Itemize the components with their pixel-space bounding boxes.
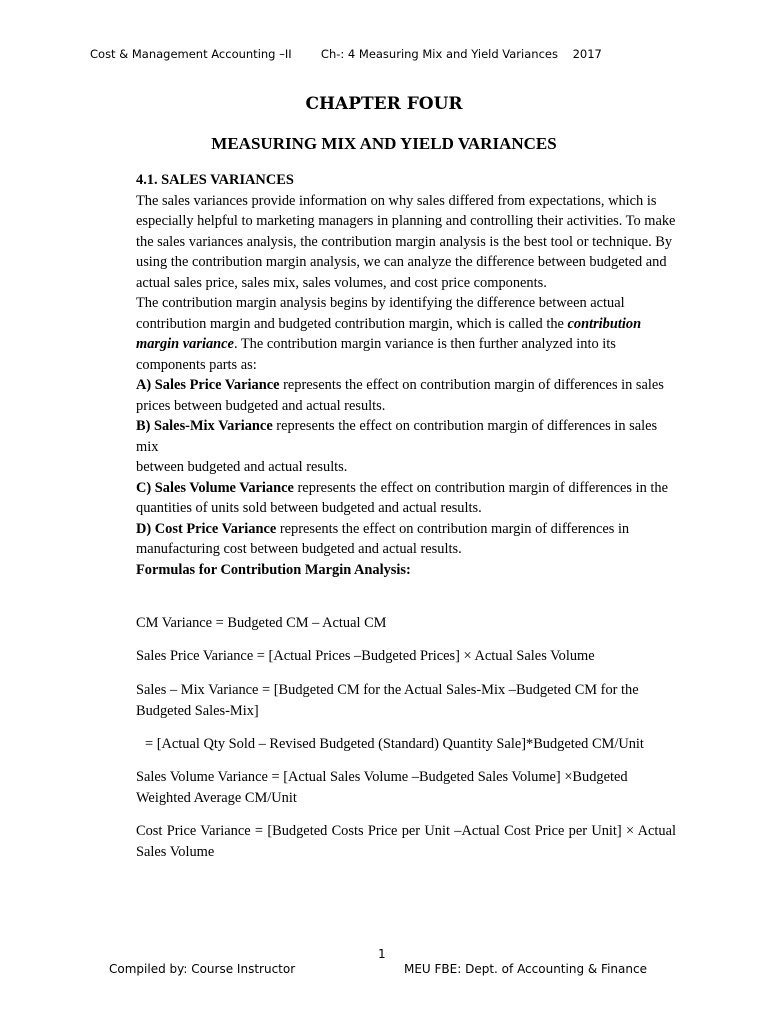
formula-sales-volume-variance: Sales Volume Variance = [Actual Sales Volume –Budgeted Sales Volume] ×Budgeted Weighted Average CM/Unit (136, 769, 628, 806)
paragraph-2: The contribution margin analysis begins by identifying the difference between actual contribution margin and budgeted contribution margin, which is called the contribution margin variance. The contribution margin variance is then further analyzed into its components parts as: (136, 295, 642, 373)
footer-left: Compiled by: Course Instructor (109, 962, 296, 976)
item-cost-price: D) Cost Price Variance represents the effect on contribution margin of differences in manufacturing cost between budgeted and actual results. (136, 520, 630, 557)
page-number: 1 (378, 947, 386, 961)
header-year: 2017 (572, 47, 602, 61)
footer-right: MEU FBE: Dept. of Accounting & Finance (404, 962, 647, 976)
header-chapter: Ch-: 4 Measuring Mix and Yield Variances (320, 47, 558, 61)
paragraph-1: The sales variances provide information on why sales differed from expectations, which is especially helpful to marketing managers in planning and controlling their activities. To make the sales variances analysis, the contribution margin analysis is the best tool or technique. By using the contribution margin analysis, we can analyze the difference between budgeted and actual sales price, sales mix, sales volumes, and cost price components. (136, 192, 676, 291)
item-sales-mix-cont: between budgeted and actual results. (136, 459, 348, 475)
page-header (90, 47, 602, 61)
formula-cost-price-variance: Cost Price Variance = [Budgeted Costs Price per Unit –Actual Cost Price per Unit] × Actual Sales Volume (136, 823, 676, 860)
formula-sales-mix-alt: = [Actual Qty Sold – Revised Budgeted (Standard) Quantity Sale]*Budgeted CM/Unit (145, 736, 644, 752)
formula-cm-variance: CM Variance = Budgeted CM – Actual CM (136, 615, 387, 631)
chapter-title: CHAPTER FOUR (305, 94, 463, 114)
section-heading: 4.1. SALES VARIANCES (136, 172, 294, 188)
section-body (136, 170, 676, 580)
item-sales-volume: C) Sales Volume Variance represents the effect on contribution margin of differences in the quantities of units sold between budgeted and actual results. (136, 479, 668, 516)
item-sales-price: A) Sales Price Variance represents the effect on contribution margin of differences in sales prices between budgeted and actual results. (136, 377, 664, 414)
header-course: Cost & Management Accounting –II (90, 47, 292, 61)
chapter-subtitle: MEASURING MIX AND YIELD VARIANCES (211, 134, 557, 153)
formula-sales-price-variance: Sales Price Variance = [Actual Prices –Budgeted Prices] × Actual Sales Volume (136, 648, 595, 664)
formula-sales-mix-variance: Sales – Mix Variance = [Budgeted CM for the Actual Sales-Mix –Budgeted CM for the Budgeted Sales-Mix] (136, 682, 639, 719)
item-sales-mix: B) Sales-Mix Variance represents the effect on contribution margin of differences in sales mix (136, 418, 658, 455)
formulas-heading: Formulas for Contribution Margin Analysis: (136, 561, 411, 578)
